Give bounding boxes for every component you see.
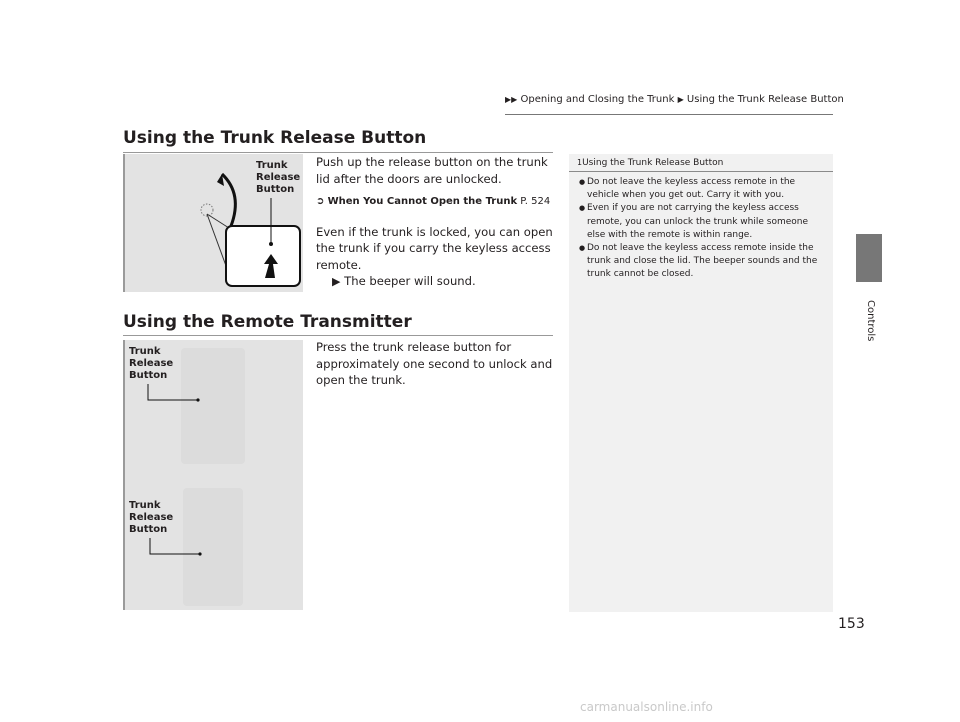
right-triangle-icon: ▶ — [332, 275, 341, 288]
section2-body — [316, 339, 556, 389]
note-item: ● Do not leave the keyless access remote inside the trunk and close the lid. The beeper sounds and the trunk cannot be closed. — [587, 242, 823, 282]
chapter-label[interactable] — [856, 300, 882, 360]
section-heading-trunk-release: Using the Trunk Release Button — [123, 128, 427, 148]
sub-bullet-text: The beeper will sound. — [344, 274, 476, 288]
label-line: Trunk — [256, 160, 288, 171]
section1-para1: Push up the release button on the trunk lid after the doors are unlocked. — [316, 155, 548, 186]
label-line: Release — [129, 358, 174, 369]
breadcrumb-arrow-icon: ▶ — [677, 95, 684, 104]
note-box — [569, 154, 833, 612]
xref-page[interactable]: P. 524 — [520, 196, 551, 207]
trunk-release-button-label-bottom — [129, 500, 173, 536]
note-list — [569, 172, 833, 282]
trunk-release-button-label-top — [129, 346, 173, 382]
header-rule — [505, 114, 833, 115]
label-line: Button — [129, 370, 168, 381]
section1-para2: Even if the trunk is locked, you can open the trunk if you carry the keyless access remote. — [316, 224, 553, 272]
sub-bullet — [316, 273, 556, 291]
breadcrumb-arrow-icon: ▶▶ — [505, 95, 518, 104]
page-number: 153 — [838, 616, 865, 632]
label-line: Release — [129, 512, 174, 523]
note-title — [569, 154, 833, 172]
label-line: Trunk — [129, 346, 161, 357]
label-line: Release — [256, 172, 301, 183]
xref-title[interactable]: When You Cannot Open the Trunk — [327, 196, 518, 207]
chapter-label-text: Controls — [865, 300, 876, 342]
remote-transmitter-figure — [123, 340, 303, 610]
heading-rule — [123, 335, 553, 336]
breadcrumb-part1[interactable]: Opening and Closing the Trunk — [520, 94, 675, 105]
section2-para1: Press the trunk release button for approximately one second to unlock and open the trunk. — [316, 340, 553, 387]
cross-reference[interactable] — [316, 194, 556, 211]
note-marker-icon: 1 — [577, 158, 583, 167]
section1-body — [316, 154, 556, 291]
breadcrumb-part2[interactable]: Using the Trunk Release Button — [686, 94, 844, 105]
heading-rule — [123, 152, 553, 153]
note-item: ● Do not leave the keyless access remote in the vehicle when you get out. Carry it with you. — [587, 176, 823, 202]
trunk-release-button-label — [256, 160, 300, 196]
note-item: ● Even if you are not carrying the keyless access remote, you can unlock the trunk while someone else with the remote is within range. — [587, 202, 823, 242]
section-heading-remote-transmitter: Using the Remote Transmitter — [123, 312, 412, 332]
watermark: carmanualsonline.info — [580, 700, 713, 714]
page-ref-icon: ➲ — [316, 196, 325, 207]
chapter-tab[interactable] — [856, 234, 882, 282]
note-title-text: Using the Trunk Release Button — [582, 158, 724, 168]
breadcrumb — [505, 94, 844, 105]
label-line: Trunk — [129, 500, 161, 511]
label-line: Button — [129, 524, 168, 535]
trunk-release-figure — [123, 154, 303, 292]
label-line: Button — [256, 184, 295, 195]
